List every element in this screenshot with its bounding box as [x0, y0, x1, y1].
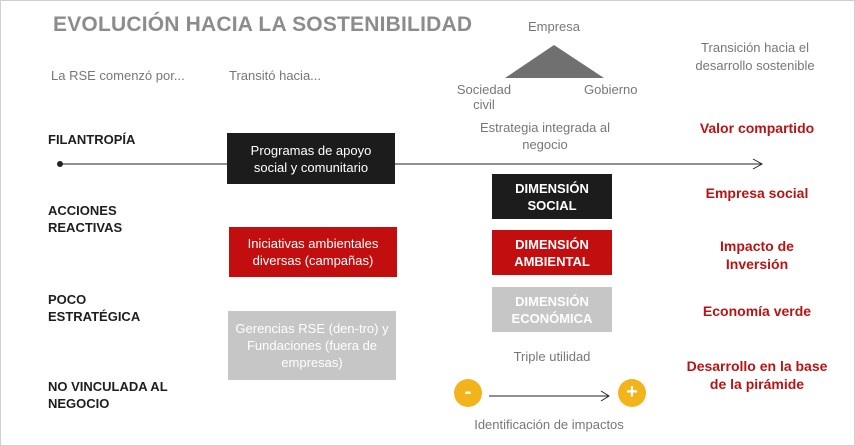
dimension-economica: DIMENSIÓN ECONÓMICA — [492, 287, 612, 332]
stage-poco-estrategica: POCO ESTRATÉGICA — [48, 292, 141, 324]
outcome-economia-verde: Economía verde — [702, 303, 812, 319]
outcome-valor-compartido: Valor compartido — [699, 120, 815, 136]
stakeholder-triangle — [505, 45, 604, 78]
dimension-social: DIMENSIÓN SOCIAL — [492, 174, 612, 219]
header-began: La RSE comenzó por... — [51, 68, 185, 83]
header-transited: Transitó hacia... — [229, 68, 322, 83]
box-gerencias-rse: Gerencias RSE (den-tro) y Fundaciones (fuera de empresas) — [228, 311, 396, 380]
stage-filantropia: FILANTROPÍA — [48, 132, 136, 147]
triple-utilidad-label: Triple utilidad — [513, 349, 591, 364]
outcome-impacto-inversion: Impacto de Inversión — [720, 238, 794, 272]
stage-acciones-reactivas: ACCIONES REACTIVAS — [48, 203, 123, 235]
stage-no-vinculada: NO VINCULADA AL NEGOCIO — [48, 379, 168, 411]
triangle-top-label: Empresa — [527, 19, 581, 34]
triangle-right-label: Gobierno — [584, 82, 638, 97]
box-iniciativas-ambientales: Iniciativas ambientales diversas (campañas) — [229, 227, 397, 277]
dimension-ambiental: DIMENSIÓN AMBIENTAL — [492, 230, 612, 275]
strategy-label: Estrategia integrada al negocio — [479, 120, 611, 152]
minus-icon: - — [454, 379, 482, 407]
plus-icon: + — [618, 379, 646, 407]
outcome-desarrollo-base-piramide: Desarrollo en la base de la pirámide — [686, 358, 828, 392]
triangle-left-label: Sociedad civil — [456, 82, 512, 112]
box-programas-apoyo: Programas de apoyo social y comunitario — [227, 133, 395, 184]
impacts-label: Identificación de impactos — [474, 417, 624, 432]
diagram-title: EVOLUCIÓN HACIA LA SOSTENIBILIDAD — [53, 13, 473, 36]
header-transition: Transición hacia el desarrollo sostenible — [695, 40, 815, 73]
outcome-empresa-social: Empresa social — [705, 185, 809, 201]
